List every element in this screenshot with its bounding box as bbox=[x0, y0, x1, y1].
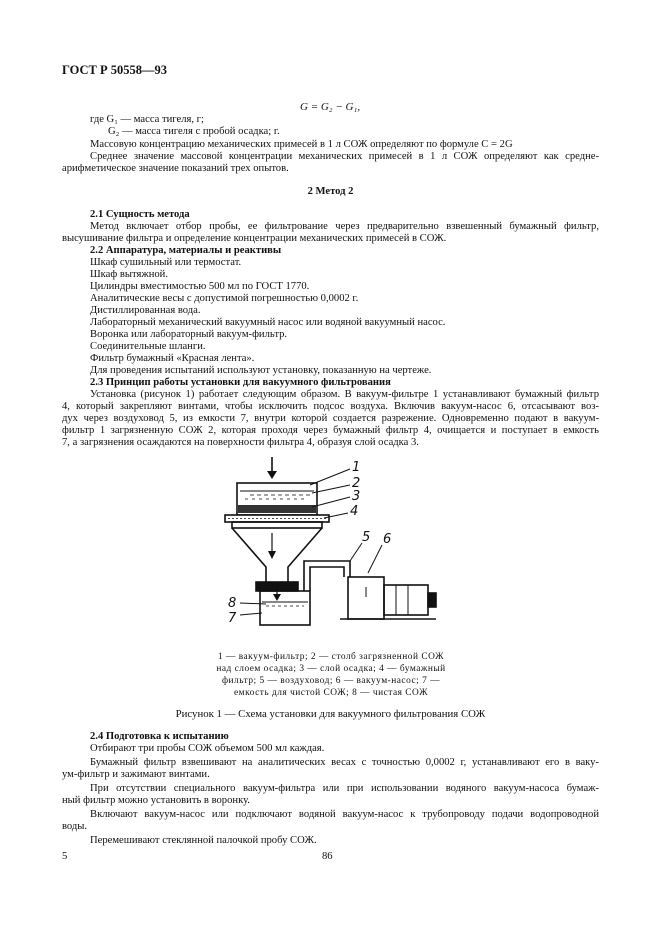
section-2-4-heading: 2.4 Подготовка к испытанию bbox=[90, 731, 229, 742]
figure-label-3: 3 bbox=[352, 489, 361, 504]
section-2-4-line-1: Отбирают три пробы СОЖ объемом 500 мл каждая. bbox=[90, 743, 325, 754]
leader-6 bbox=[368, 545, 382, 573]
leader-8 bbox=[240, 603, 266, 604]
leader-1 bbox=[310, 469, 350, 485]
section-2-4-line-5: Перемешивают стеклянной палочкой пробу СОЖ. bbox=[90, 835, 317, 846]
equipment-item: Для проведения испытаний используют установку, показанную на чертеже. bbox=[90, 365, 432, 376]
section-2-4-line-4b: воды. bbox=[62, 821, 88, 832]
section-2-3-line-5: 7, а загрязнения осаждаются на поверхности фильтра 4, образуя слой осадка 3. bbox=[62, 437, 419, 448]
where-line-3: Массовую концентрацию механических примесей в 1 л СОЖ определяют по формуле C = 2G bbox=[90, 139, 513, 150]
equipment-item: Воронка или лабораторный вакуум-фильтр. bbox=[90, 329, 288, 340]
equipment-item: Фильтр бумажный «Красная лента». bbox=[90, 353, 255, 364]
leader-7 bbox=[240, 613, 262, 615]
figure-legend-line-4: емкость для чистой СОЖ; 8 — чистая СОЖ bbox=[234, 688, 428, 698]
air-duct-outer bbox=[304, 561, 350, 591]
sediment-layer bbox=[238, 505, 316, 513]
figure-label-8: 8 bbox=[228, 596, 237, 611]
page-number: 86 bbox=[322, 851, 333, 862]
section-2-2-heading: 2.2 Аппаратура, материалы и реактивы bbox=[90, 245, 282, 256]
figure-label-4: 4 bbox=[350, 504, 359, 519]
formula-g: G = G₂ − G₁, bbox=[300, 101, 361, 113]
leader-5 bbox=[350, 543, 362, 561]
equipment-item: Шкаф сушильный или термостат. bbox=[90, 257, 242, 268]
section-2-3-line-4: фильтр 1 загрязненную СОЖ 2, которая проходя через бумажный фильтр 4, очищается и поступает в емкость bbox=[62, 425, 599, 436]
figure-title: Рисунок 1 — Схема установки для вакуумного фильтрования СОЖ bbox=[175, 708, 486, 720]
section-2-1-heading: 2.1 Сущность метода bbox=[90, 209, 190, 220]
section-2-3-line-1: Установка (рисунок 1) работает следующим образом. В вакуум-фильтре 1 устанавливают бумажный фильтр bbox=[90, 389, 599, 400]
funnel-left bbox=[232, 528, 266, 582]
figure-label-7: 7 bbox=[228, 611, 237, 626]
figure-label-1: 1 bbox=[352, 460, 361, 475]
section-2-4-line-2a: Бумажный фильтр взвешивают на аналитических весах с точностью 0,0002 г, устанавливают его в ваку- bbox=[90, 757, 599, 768]
where-line-4b: арифметическое значение показаний трех опытов. bbox=[62, 163, 289, 174]
figure-legend-line-3: фильтр; 5 — воздуховод; 6 — вакуум-насос; 7 — bbox=[221, 676, 441, 686]
pump-motor bbox=[384, 585, 428, 615]
figure-label-5: 5 bbox=[362, 530, 371, 545]
where-line-1: где G₁ — масса тигеля, г; bbox=[90, 114, 204, 125]
section-2-3-line-3: дух через воздуховод 5, из емкости 7, внутри которой создается разрежение. Одновременно подают в вакуум- bbox=[62, 413, 599, 424]
footer-left-number: 5 bbox=[62, 851, 68, 862]
section-2-4-line-4a: Включают вакуум-насос или подключают водяной вакуум-насос к трубопроводу подачи водопроводной bbox=[90, 809, 599, 820]
vacuum-filtration-diagram bbox=[200, 455, 460, 645]
figure-legend-line-1: 1 — вакуум-фильтр; 2 — столб загрязненной СОЖ bbox=[217, 652, 445, 662]
where-line-2: G₂ — масса тигеля с пробой осадка; г. bbox=[108, 126, 280, 137]
section-2-4-line-3a: При отсутствии специального вакуум-фильтра или при использовании водяного вакуум-насоса бумаж- bbox=[90, 783, 599, 794]
equipment-item: Дистиллированная вода. bbox=[90, 305, 201, 316]
section-2-3-line-2: 4, который закрепляют винтами, чтобы исключить подсос воздуха. Включив вакуум-насос 6, отсасывают воз- bbox=[62, 401, 599, 412]
air-duct-inner bbox=[310, 567, 344, 591]
inflow-arrowhead bbox=[267, 471, 277, 479]
section-2-1-p1b: высушивание фильтра и определение концентрации механических примесей в СОЖ. bbox=[62, 233, 447, 244]
funnel-right bbox=[288, 528, 322, 582]
figure-legend-line-2: над слоем осадка; 3 — слой осадка; 4 — бумажный bbox=[216, 664, 446, 674]
equipment-item: Соединительные шланги. bbox=[90, 341, 206, 352]
figure-label-2: 2 bbox=[352, 476, 361, 491]
section-2-4-line-3b: ный фильтр можно установить в воронку. bbox=[62, 795, 250, 806]
section-2-1-p1a: Метод включает отбор пробы, ее фильтрование через предварительно взвешенный бумажный фильтр, bbox=[90, 221, 599, 232]
equipment-item: Лабораторный механический вакуумный насос или водяной вакуумный насос. bbox=[90, 317, 446, 328]
clean-coolant-container bbox=[260, 591, 310, 625]
method-2-title: 2 Метод 2 bbox=[307, 186, 354, 197]
document-header: ГОСТ Р 50558—93 bbox=[62, 63, 168, 77]
equipment-item: Аналитические весы с допустимой погрешностью 0,0002 г. bbox=[90, 293, 359, 304]
figure-label-6: 6 bbox=[383, 532, 392, 547]
section-2-4-line-2b: ум-фильтр и зажимают винтами. bbox=[62, 769, 210, 780]
equipment-item: Шкаф вытяжной. bbox=[90, 269, 168, 280]
where-line-4a: Среднее значение массовой концентрации механических примесей в 1 л СОЖ определяют как средне- bbox=[90, 151, 599, 162]
filter-holder bbox=[232, 522, 322, 528]
equipment-item: Цилиндры вместимостью 500 мл по ГОСТ 1770. bbox=[90, 281, 310, 292]
section-2-3-heading: 2.3 Принцип работы установки для вакуумного фильтрования bbox=[90, 377, 391, 388]
vacuum-pump-body bbox=[348, 577, 384, 619]
